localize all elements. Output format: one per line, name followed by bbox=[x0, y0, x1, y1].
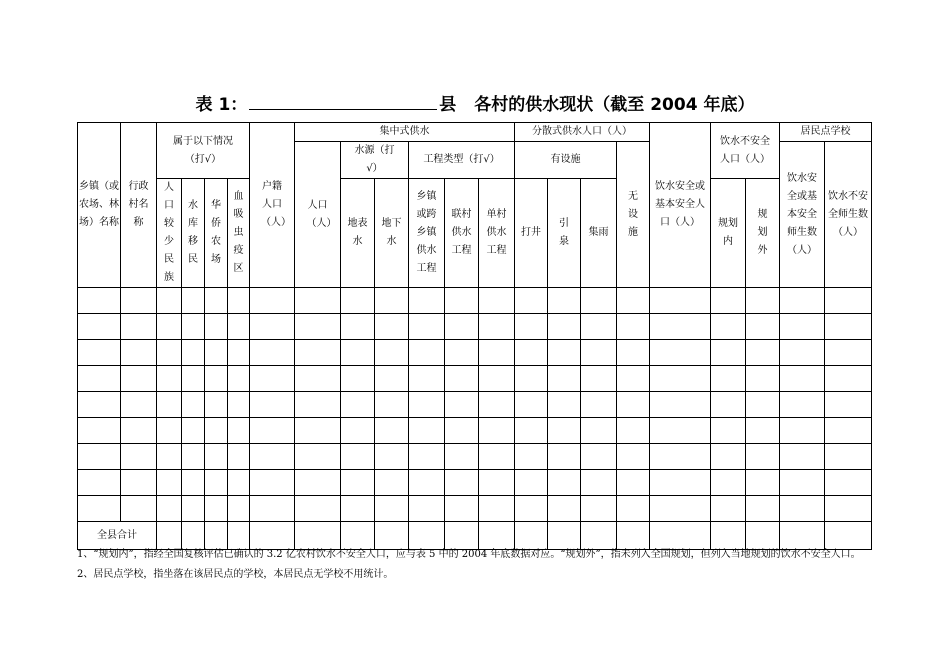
table-cell[interactable] bbox=[409, 366, 445, 392]
table-cell[interactable] bbox=[780, 314, 825, 340]
table-cell[interactable] bbox=[548, 444, 581, 470]
table-cell[interactable] bbox=[250, 444, 295, 470]
col-reservoir: 水库移民 bbox=[182, 179, 205, 288]
table-row bbox=[78, 418, 872, 444]
table-cell[interactable] bbox=[780, 392, 825, 418]
col-township: 乡镇（或农场、林场）名称 bbox=[78, 123, 121, 288]
title-prefix: 表 1： bbox=[195, 95, 248, 115]
table-cell[interactable] bbox=[581, 444, 617, 470]
table-cell[interactable] bbox=[780, 444, 825, 470]
table-cell[interactable] bbox=[375, 444, 409, 470]
table-cell[interactable] bbox=[581, 288, 617, 314]
table-cell[interactable] bbox=[182, 444, 205, 470]
table-cell[interactable] bbox=[515, 314, 548, 340]
table-title bbox=[0, 90, 950, 115]
table-cell[interactable] bbox=[825, 314, 872, 340]
table-cell[interactable] bbox=[228, 340, 250, 366]
table-cell[interactable] bbox=[205, 444, 228, 470]
table-cell[interactable] bbox=[341, 288, 375, 314]
table-cell[interactable] bbox=[157, 444, 182, 470]
col-ground: 地下水 bbox=[375, 179, 409, 288]
table-cell[interactable] bbox=[409, 470, 445, 496]
col-single-village: 单村供水工程 bbox=[479, 179, 515, 288]
table-cell[interactable] bbox=[295, 444, 341, 470]
table-cell[interactable] bbox=[375, 392, 409, 418]
table-row bbox=[78, 444, 872, 470]
table-cell[interactable] bbox=[617, 496, 650, 522]
table-cell[interactable] bbox=[205, 418, 228, 444]
col-town-project: 乡镇或跨乡镇供水工程 bbox=[409, 179, 445, 288]
table-cell[interactable] bbox=[825, 496, 872, 522]
table-cell[interactable] bbox=[746, 444, 780, 470]
table-cell[interactable] bbox=[157, 470, 182, 496]
table-header bbox=[78, 123, 872, 288]
table-cell[interactable] bbox=[515, 392, 548, 418]
table-cell[interactable] bbox=[121, 418, 157, 444]
table-cell[interactable] bbox=[746, 418, 780, 444]
table-cell[interactable] bbox=[650, 340, 711, 366]
table-cell[interactable] bbox=[445, 418, 479, 444]
table-cell[interactable] bbox=[515, 470, 548, 496]
footnote: 1、“规划内”，指经全国复核评估已确认的 3.2 亿农村饮水不安全人口，应与表 5 中的 2004 年底数据对应。“规划外”，指未列入全国规划，但列入当地规划的饮水不安全人口。2、居民点学校，指坐落在该居民点的学校，本居民点无学校不用统计。 bbox=[77, 549, 861, 580]
table-cell[interactable] bbox=[228, 314, 250, 340]
table-cell[interactable] bbox=[825, 392, 872, 418]
table-cell[interactable] bbox=[78, 496, 121, 522]
table-cell[interactable] bbox=[445, 288, 479, 314]
table-cell[interactable] bbox=[409, 418, 445, 444]
table-cell[interactable] bbox=[157, 418, 182, 444]
table-cell[interactable] bbox=[711, 392, 746, 418]
col-group-dispersed: 分散式供水人口（人） bbox=[515, 123, 650, 142]
table-cell[interactable] bbox=[479, 392, 515, 418]
table-cell[interactable] bbox=[445, 444, 479, 470]
table-cell[interactable] bbox=[548, 392, 581, 418]
table-cell[interactable] bbox=[825, 470, 872, 496]
table-cell[interactable] bbox=[295, 496, 341, 522]
table-cell[interactable] bbox=[515, 288, 548, 314]
table-cell[interactable] bbox=[825, 288, 872, 314]
table-cell[interactable] bbox=[182, 314, 205, 340]
table-cell[interactable] bbox=[78, 366, 121, 392]
table-cell[interactable] bbox=[825, 366, 872, 392]
table-cell[interactable] bbox=[711, 288, 746, 314]
table-cell[interactable] bbox=[479, 314, 515, 340]
table-cell[interactable] bbox=[121, 392, 157, 418]
table-cell[interactable] bbox=[780, 496, 825, 522]
table-cell[interactable] bbox=[479, 340, 515, 366]
table-cell[interactable] bbox=[341, 418, 375, 444]
table-cell[interactable] bbox=[205, 366, 228, 392]
col-minority: 人口较少民族 bbox=[157, 179, 182, 288]
table-cell[interactable] bbox=[78, 340, 121, 366]
table-cell[interactable] bbox=[157, 496, 182, 522]
table-cell[interactable] bbox=[341, 340, 375, 366]
table-cell[interactable] bbox=[617, 444, 650, 470]
table-cell[interactable] bbox=[445, 366, 479, 392]
table-row bbox=[78, 392, 872, 418]
table-cell[interactable] bbox=[182, 392, 205, 418]
table-cell[interactable] bbox=[650, 392, 711, 418]
table-cell[interactable] bbox=[711, 470, 746, 496]
table-cell[interactable] bbox=[409, 444, 445, 470]
col-planned-in: 规划内 bbox=[711, 179, 746, 288]
table-cell[interactable] bbox=[548, 418, 581, 444]
table-cell[interactable] bbox=[581, 392, 617, 418]
table-cell[interactable] bbox=[182, 340, 205, 366]
table-cell[interactable] bbox=[205, 392, 228, 418]
table-cell[interactable] bbox=[711, 418, 746, 444]
table-cell[interactable] bbox=[780, 418, 825, 444]
table-cell[interactable] bbox=[617, 392, 650, 418]
table-cell[interactable] bbox=[617, 366, 650, 392]
col-cent-pop: 人口（人） bbox=[295, 142, 341, 288]
table-cell[interactable] bbox=[780, 288, 825, 314]
table-cell[interactable] bbox=[375, 288, 409, 314]
table-cell[interactable] bbox=[479, 496, 515, 522]
table-body bbox=[78, 288, 872, 522]
table-cell[interactable] bbox=[182, 470, 205, 496]
table-cell[interactable] bbox=[78, 392, 121, 418]
table-cell[interactable] bbox=[445, 340, 479, 366]
table-cell[interactable] bbox=[515, 340, 548, 366]
table-cell[interactable] bbox=[375, 314, 409, 340]
table-cell[interactable] bbox=[295, 340, 341, 366]
table-cell[interactable] bbox=[617, 418, 650, 444]
total-label: 全县合计 bbox=[78, 522, 157, 550]
table-cell[interactable] bbox=[746, 288, 780, 314]
table-cell[interactable] bbox=[548, 496, 581, 522]
table-cell[interactable] bbox=[157, 366, 182, 392]
table-cell[interactable] bbox=[515, 496, 548, 522]
table-cell[interactable] bbox=[746, 470, 780, 496]
table-cell[interactable] bbox=[548, 366, 581, 392]
table-cell[interactable] bbox=[295, 288, 341, 314]
title-county: 县 bbox=[439, 95, 457, 115]
table-cell[interactable] bbox=[121, 444, 157, 470]
col-rain: 集雨 bbox=[581, 179, 617, 288]
table-cell[interactable] bbox=[617, 314, 650, 340]
table-cell[interactable] bbox=[479, 470, 515, 496]
table-cell[interactable] bbox=[121, 314, 157, 340]
col-school-safe: 饮水安全或基本安全师生数（人） bbox=[780, 142, 825, 288]
table-cell[interactable] bbox=[780, 340, 825, 366]
table-row bbox=[78, 496, 872, 522]
table-cell[interactable] bbox=[228, 496, 250, 522]
table-cell[interactable] bbox=[228, 392, 250, 418]
table-cell[interactable] bbox=[479, 288, 515, 314]
col-no-facility: 无设施 bbox=[617, 142, 650, 288]
col-surface: 地表水 bbox=[341, 179, 375, 288]
table-cell[interactable] bbox=[746, 366, 780, 392]
table-cell[interactable] bbox=[205, 496, 228, 522]
table-cell[interactable] bbox=[650, 470, 711, 496]
water-supply-table bbox=[77, 122, 872, 550]
table-cell[interactable] bbox=[617, 340, 650, 366]
col-group-has-facility: 有设施 bbox=[515, 142, 617, 179]
table-cell[interactable] bbox=[409, 314, 445, 340]
table-cell[interactable] bbox=[746, 340, 780, 366]
table-cell[interactable] bbox=[650, 496, 711, 522]
table-cell[interactable] bbox=[295, 418, 341, 444]
table-cell[interactable] bbox=[250, 418, 295, 444]
table-cell[interactable] bbox=[250, 470, 295, 496]
table-cell[interactable] bbox=[515, 366, 548, 392]
table-cell[interactable] bbox=[617, 470, 650, 496]
table-cell[interactable] bbox=[409, 496, 445, 522]
table-cell[interactable] bbox=[205, 314, 228, 340]
table-cell[interactable] bbox=[445, 314, 479, 340]
col-registered-pop: 户籍人口（人） bbox=[250, 123, 295, 288]
table-cell[interactable] bbox=[409, 340, 445, 366]
table-cell[interactable] bbox=[375, 496, 409, 522]
table-cell[interactable] bbox=[581, 470, 617, 496]
table-cell[interactable] bbox=[479, 366, 515, 392]
title-main: 各村的供水现状（截至 2004 年底） bbox=[474, 95, 755, 115]
table-cell[interactable] bbox=[295, 366, 341, 392]
table-row bbox=[78, 314, 872, 340]
table-cell[interactable] bbox=[250, 340, 295, 366]
table-cell[interactable] bbox=[445, 470, 479, 496]
table-cell[interactable] bbox=[250, 392, 295, 418]
table-cell[interactable] bbox=[121, 340, 157, 366]
col-group-belongs: 属于以下情况（打√） bbox=[157, 123, 250, 179]
table-cell[interactable] bbox=[121, 496, 157, 522]
table-cell[interactable] bbox=[711, 444, 746, 470]
col-school-unsafe: 饮水不安全师生数（人） bbox=[825, 142, 872, 288]
table-cell[interactable] bbox=[711, 340, 746, 366]
table-cell[interactable] bbox=[479, 444, 515, 470]
table-cell[interactable] bbox=[548, 288, 581, 314]
table-cell[interactable] bbox=[581, 418, 617, 444]
table-cell[interactable] bbox=[548, 470, 581, 496]
col-group-unsafe: 饮水不安全人口（人） bbox=[711, 123, 780, 179]
table-cell[interactable] bbox=[515, 418, 548, 444]
table-cell[interactable] bbox=[581, 314, 617, 340]
col-schisto: 血吸虫疫区 bbox=[228, 179, 250, 288]
table-cell[interactable] bbox=[121, 288, 157, 314]
table-cell[interactable] bbox=[78, 444, 121, 470]
table-cell[interactable] bbox=[157, 340, 182, 366]
table-cell[interactable] bbox=[205, 470, 228, 496]
table-cell[interactable] bbox=[78, 418, 121, 444]
table-cell[interactable] bbox=[182, 496, 205, 522]
table-cell[interactable] bbox=[711, 314, 746, 340]
table-cell[interactable] bbox=[711, 366, 746, 392]
table-cell[interactable] bbox=[650, 444, 711, 470]
table-cell[interactable] bbox=[780, 366, 825, 392]
col-spring: 引泉 bbox=[548, 179, 581, 288]
table-cell[interactable] bbox=[711, 496, 746, 522]
table-cell[interactable] bbox=[295, 470, 341, 496]
table-cell[interactable] bbox=[780, 470, 825, 496]
table-cell[interactable] bbox=[825, 418, 872, 444]
table-cell[interactable] bbox=[825, 444, 872, 470]
table-cell[interactable] bbox=[445, 496, 479, 522]
table-cell[interactable] bbox=[121, 470, 157, 496]
table-cell[interactable] bbox=[650, 418, 711, 444]
table-cell[interactable] bbox=[228, 418, 250, 444]
table-cell[interactable] bbox=[78, 314, 121, 340]
table-cell[interactable] bbox=[825, 340, 872, 366]
table-cell[interactable] bbox=[650, 314, 711, 340]
table-cell[interactable] bbox=[581, 366, 617, 392]
table-cell[interactable] bbox=[228, 288, 250, 314]
col-group-project: 工程类型（打√） bbox=[409, 142, 515, 179]
table-row bbox=[78, 288, 872, 314]
table-cell[interactable] bbox=[650, 288, 711, 314]
table-cell[interactable] bbox=[78, 470, 121, 496]
table-cell[interactable] bbox=[182, 288, 205, 314]
table-cell[interactable] bbox=[182, 418, 205, 444]
table-cell[interactable] bbox=[445, 392, 479, 418]
table-cell[interactable] bbox=[295, 314, 341, 340]
table-cell[interactable] bbox=[341, 470, 375, 496]
table-cell[interactable] bbox=[250, 314, 295, 340]
table-cell[interactable] bbox=[205, 288, 228, 314]
table-cell[interactable] bbox=[341, 496, 375, 522]
col-joint-village: 联村供水工程 bbox=[445, 179, 479, 288]
table-cell[interactable] bbox=[650, 366, 711, 392]
table-cell[interactable] bbox=[375, 470, 409, 496]
table-cell[interactable] bbox=[157, 392, 182, 418]
table-row bbox=[78, 470, 872, 496]
table-cell[interactable] bbox=[228, 444, 250, 470]
table-cell[interactable] bbox=[341, 366, 375, 392]
table-cell[interactable] bbox=[409, 288, 445, 314]
table-cell[interactable] bbox=[617, 288, 650, 314]
table-cell[interactable] bbox=[205, 340, 228, 366]
table-cell[interactable] bbox=[746, 496, 780, 522]
table-cell[interactable] bbox=[78, 288, 121, 314]
col-well: 打井 bbox=[515, 179, 548, 288]
col-village: 行政村名称 bbox=[121, 123, 157, 288]
col-group-source: 水源（打√） bbox=[341, 142, 409, 179]
col-group-centralized: 集中式供水 bbox=[295, 123, 515, 142]
table-cell[interactable] bbox=[121, 366, 157, 392]
county-blank-line[interactable] bbox=[249, 95, 437, 110]
table-cell[interactable] bbox=[250, 496, 295, 522]
table-cell[interactable] bbox=[295, 392, 341, 418]
col-safe-pop: 饮水安全或基本安全人口（人） bbox=[650, 123, 711, 288]
table-cell[interactable] bbox=[375, 340, 409, 366]
table-cell[interactable] bbox=[182, 366, 205, 392]
table-cell[interactable] bbox=[341, 314, 375, 340]
table-cell[interactable] bbox=[548, 340, 581, 366]
table-cell[interactable] bbox=[746, 392, 780, 418]
table-cell[interactable] bbox=[581, 496, 617, 522]
table-cell[interactable] bbox=[479, 418, 515, 444]
table-cell[interactable] bbox=[581, 340, 617, 366]
table-cell[interactable] bbox=[375, 418, 409, 444]
table-row bbox=[78, 366, 872, 392]
col-overseas-farm: 华侨农场 bbox=[205, 179, 228, 288]
col-planned-out: 规划外 bbox=[746, 179, 780, 288]
table-cell[interactable] bbox=[157, 314, 182, 340]
table-cell[interactable] bbox=[157, 288, 182, 314]
table-cell[interactable] bbox=[250, 288, 295, 314]
table-cell[interactable] bbox=[228, 470, 250, 496]
table-row bbox=[78, 340, 872, 366]
table-cell[interactable] bbox=[409, 392, 445, 418]
table-cell[interactable] bbox=[250, 366, 295, 392]
table-cell[interactable] bbox=[228, 366, 250, 392]
table-cell[interactable] bbox=[515, 444, 548, 470]
table-cell[interactable] bbox=[341, 444, 375, 470]
table-cell[interactable] bbox=[548, 314, 581, 340]
table-cell[interactable] bbox=[341, 392, 375, 418]
table-cell[interactable] bbox=[375, 366, 409, 392]
col-group-school: 居民点学校 bbox=[780, 123, 872, 142]
table-cell[interactable] bbox=[746, 314, 780, 340]
